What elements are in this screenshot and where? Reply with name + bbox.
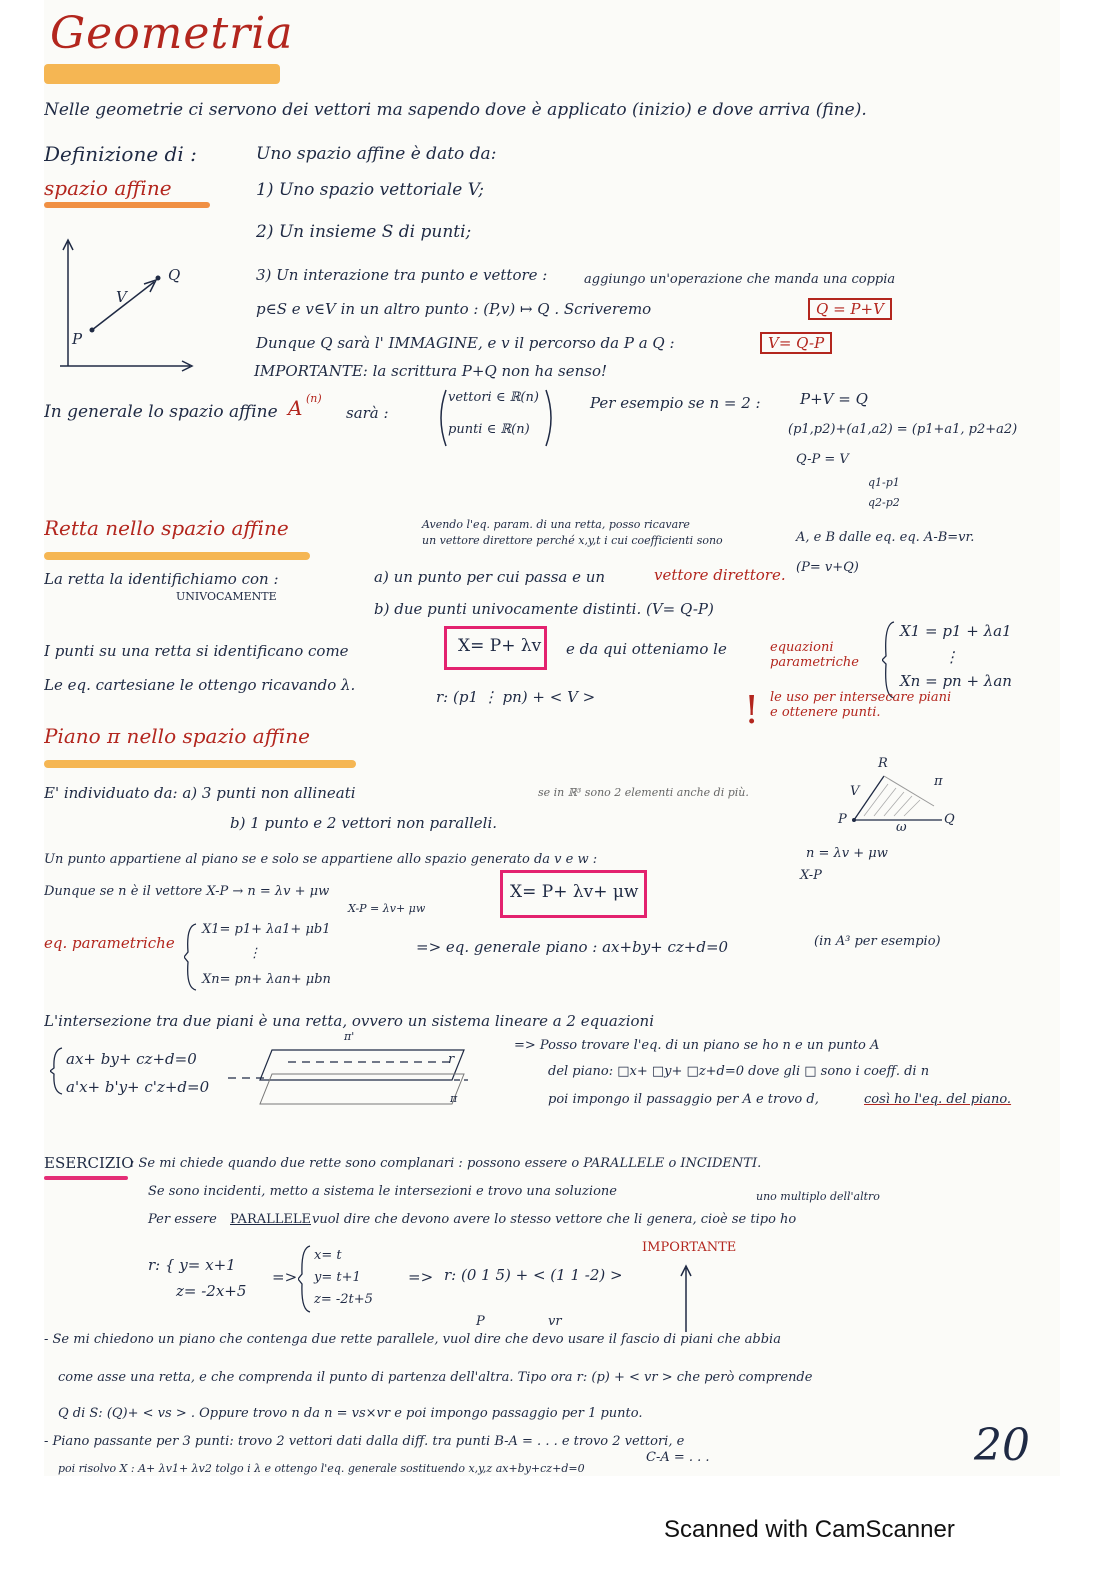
exercise-r-vector: r: (0 1 5) + < (1 1 -2) >: [444, 1266, 623, 1284]
exercise-important: IMPORTANTE: [642, 1240, 737, 1255]
intersection-text: L'intersezione tra due piani è una retta, ovvero un sistema lineare a 2 equazioni: [44, 1012, 655, 1030]
param-equations: equazioni parametriche: [770, 640, 860, 670]
exercise-s-1: x= t: [314, 1248, 342, 1263]
plane-general-note: (in A³ per esempio): [814, 934, 941, 949]
notebook-page: [44, 0, 1060, 1476]
plane-defined-a: E' individuato da: a) 3 punti non allineati: [44, 784, 356, 802]
exercise-line-3c: vuol dire che devono avere lo stesso vettore che li genera, cioè se tipo ho: [312, 1212, 797, 1227]
plane-system-3: Xn= pn+ λan+ μbn: [202, 972, 331, 987]
plane-eq-note-3: poi impongo il passaggio per A e trovo d,: [548, 1092, 819, 1107]
general-sara: sarà :: [346, 404, 389, 422]
page-title: Geometria: [50, 8, 294, 59]
paren-right: [544, 388, 558, 448]
example-eq-3: Q-P = V: [796, 452, 849, 467]
univocally-label: UNIVOCAMENTE: [176, 590, 277, 603]
warning-note: le uso per intersecare piani e ottenere punti.: [770, 690, 952, 720]
line-note-1: Avendo l'eq. param. di una retta, posso ricavare: [422, 518, 690, 531]
points-identify: I punti su una retta si identificano come: [44, 642, 349, 660]
example-text: Per esempio se n = 2 :: [590, 394, 761, 412]
exercise-q-3: Q di S: (Q)+ < vs > . Oppure trovo n da n = vs×vr e poi impongo passaggio per 1 punto.: [58, 1406, 643, 1421]
general-text: In generale lo spazio affine: [44, 402, 278, 422]
exercise-arrow-1: =>: [272, 1268, 298, 1286]
page-number: 20: [974, 1420, 1030, 1471]
diagram-label-q: Q: [168, 266, 181, 284]
exercise-label: ESERCIZIO: [44, 1154, 134, 1172]
plane-general-eq: => eq. generale piano : ax+by+ cz+d=0: [416, 938, 729, 956]
def-line-1: 1) Uno spazio vettoriale V;: [256, 180, 484, 200]
intersection-eq-2: a'x+ b'y+ c'z+d=0: [66, 1078, 210, 1096]
plane-label-p: P: [838, 812, 847, 827]
paren-left: [434, 388, 448, 448]
example-eq-4: q1-p1: [868, 476, 900, 489]
plane-defined-b: b) 1 punto e 2 vettori non paralleli.: [230, 814, 498, 832]
plane-membership-eq: n = λv + μw: [806, 846, 888, 861]
example-eq-5: q2-p2: [868, 496, 900, 509]
plane-label-pi: π: [934, 774, 943, 789]
line-system-1: X1 = p1 + λa1: [900, 622, 1012, 640]
vector-diagram: [54, 232, 204, 402]
plane-dunque: Dunque se n è il vettore X-P → n = λv + μw: [44, 884, 330, 899]
example-eq-2: (p1,p2)+(a1,a2) = (p1+a1, p2+a2): [788, 422, 1018, 437]
exercise-q-6: poi risolvo X : A+ λv1+ λv2 tolgo i λ e ottengo l'eq. generale sostituendo x,y,z ax+by+cz+d=0: [58, 1462, 585, 1475]
example-eq-1: P+V = Q: [800, 390, 868, 408]
exercise-q-1: - Se mi chiedono un piano che contenga due rette parallele, vuol dire che devo usare il fascio di piani che abbia: [44, 1332, 781, 1347]
plane-label-w: ω: [896, 820, 907, 835]
points-in-rn: punti ∈ ℝ(n): [448, 422, 530, 437]
diagram-label-p: P: [72, 330, 83, 348]
plane-eq-note-3b: così ho l'eq. del piano.: [864, 1092, 1012, 1107]
affine-space-heading: spazio affine: [44, 176, 172, 200]
exercise-r-1: r: { y= x+1: [148, 1256, 236, 1274]
intersection-diagram: [228, 1040, 468, 1110]
intro-text: Nelle geometrie ci servono dei vettori ma sapendo dove è applicato (inizio) e dove arriva (fine).: [44, 100, 867, 120]
intersection-label-pi: π: [450, 1092, 458, 1105]
def-line-5: Dunque Q sarà l' IMMAGINE, e v il percorso da P a Q :: [256, 334, 675, 352]
plane-membership-eq2: X-P: [800, 868, 822, 883]
exercise-arrow-2: =>: [408, 1268, 434, 1286]
exercise-multiple-note: uno multiplo dell'altro: [756, 1190, 880, 1203]
def-line-3b: aggiungo un'operazione che manda una coppia: [584, 272, 896, 287]
def-line-3a: 3) Un interazione tra punto e vettore :: [256, 266, 548, 284]
diagram-label-v: V: [116, 288, 127, 306]
exercise-brace: [298, 1244, 312, 1314]
def-line-0: Uno spazio affine è dato da:: [256, 144, 497, 164]
exercise-line-3a: Per essere: [148, 1212, 217, 1227]
def-line-2: 2) Un insieme S di punti;: [256, 222, 472, 242]
line-section-heading: Retta nello spazio affine: [44, 516, 289, 540]
option-a: a) un punto per cui passa e un: [374, 568, 606, 586]
line-section-highlight: [44, 552, 310, 560]
plane-dunque-2: X-P = λv+ μw: [348, 902, 426, 915]
plane-defined-note: se in ℝ³ sono 2 elementi anche di più.: [538, 786, 749, 799]
exercise-line-2: Se sono incidenti, metto a sistema le intersezioni e trovo una soluzione: [148, 1184, 617, 1199]
system-brace: [882, 620, 896, 700]
plane-formula-box: X= P+ λv+ μw: [510, 882, 639, 902]
plane-membership: Un punto appartiene al piano se e solo se appartiene allo spazio generato da v e w :: [44, 852, 598, 867]
line-formula-box: X= P+ λv: [458, 636, 542, 656]
line-system-3: Xn = pn + λan: [900, 672, 1012, 690]
exercise-underline: [44, 1176, 128, 1180]
exercise-s-2: y= t+1: [314, 1270, 361, 1285]
heading-underline: [44, 202, 210, 208]
plane-eq-note-1: => Posso trovare l'eq. di un piano se ho n e un punto A: [514, 1038, 880, 1053]
intersection-brace: [50, 1046, 64, 1096]
plane-system-brace: [184, 922, 198, 992]
plane-section-highlight: [44, 760, 356, 768]
title-highlight: [44, 64, 280, 84]
camscanner-watermark: Scanned with CamScanner: [664, 1516, 955, 1543]
line-identify: La retta la identifichiamo con :: [44, 570, 279, 588]
points-identify-b: e da qui otteniamo le: [566, 640, 727, 658]
def-line-4: p∈S e v∈V in un altro punto : (P,v) ↦ Q . Scriveremo: [256, 300, 652, 318]
plane-system-2: ⋮: [248, 946, 261, 961]
exercise-p-label: P: [476, 1314, 485, 1329]
formula-box-q: Q = P+V: [808, 298, 892, 320]
cartesian-note: Le eq. cartesiane le ottengo ricavando λ.: [44, 676, 356, 694]
exercise-parallel: PARALLELE: [230, 1212, 311, 1227]
line-system-2: ⋮: [944, 648, 959, 666]
exercise-vr-label: vr: [548, 1314, 562, 1329]
exercise-q-5: C-A = . . .: [646, 1450, 710, 1465]
important-note: IMPORTANTE: la scrittura P+Q non ha senso!: [254, 362, 608, 380]
plane-pink-bracket-right: [640, 870, 647, 918]
intersection-eq-1: ax+ by+ cz+d=0: [66, 1050, 197, 1068]
intersection-label-pi1: π': [344, 1030, 355, 1043]
exercise-arrow-up: [676, 1264, 696, 1334]
exercise-s-3: z= -2t+5: [314, 1292, 373, 1307]
line-note-2: un vettore direttore perché x,y,t i cui coefficienti sono: [422, 534, 723, 547]
plane-label-v: V: [850, 784, 860, 799]
line-note-3: A, e B dalle eq. eq. A-B=vr.: [796, 530, 975, 545]
option-b: b) due punti univocamente distinti. (V= Q-P): [374, 600, 714, 618]
exercise-line-1: : Se mi chiede quando due rette sono complanari : possono essere o PARALLELE o INCIDENTI.: [130, 1156, 762, 1171]
formula-box-v: V= Q-P: [760, 332, 832, 354]
plane-label-r: R: [878, 756, 888, 771]
exercise-r-2: z= -2x+5: [176, 1282, 247, 1300]
definition-heading: Definizione di :: [44, 142, 197, 166]
plane-param-label: eq. parametriche: [44, 934, 175, 952]
option-a-eq: (P= v+Q): [796, 560, 859, 575]
plane-section-heading: Piano π nello spazio affine: [44, 724, 310, 748]
line-r-vector: r: (p1 ⋮ pn) + < V >: [436, 688, 596, 706]
plane-label-q: Q: [944, 812, 955, 827]
option-a-director: vettore direttore.: [654, 566, 786, 584]
affine-sup: (n): [306, 392, 322, 405]
affine-symbol: A: [288, 396, 303, 420]
intersection-label-r: r: [448, 1052, 455, 1067]
exercise-q-4: - Piano passante per 3 punti: trovo 2 vettori dati dalla diff. tra punti B-A = . . . e trovo 2 vettori, e: [44, 1434, 685, 1449]
plane-system-1: X1= p1+ λa1+ μb1: [202, 922, 331, 937]
vectors-in-rn: vettori ∈ ℝ(n): [448, 390, 539, 405]
warning-icon: !: [744, 688, 760, 732]
exercise-q-2: come asse una retta, e che comprenda il punto di partenza dell'altra. Tipo ora r: (p) + < vr > che però comprende: [58, 1370, 813, 1385]
plane-eq-note-2: del piano: □x+ □y+ □z+d=0 dove gli □ sono i coeff. di n: [548, 1064, 930, 1079]
